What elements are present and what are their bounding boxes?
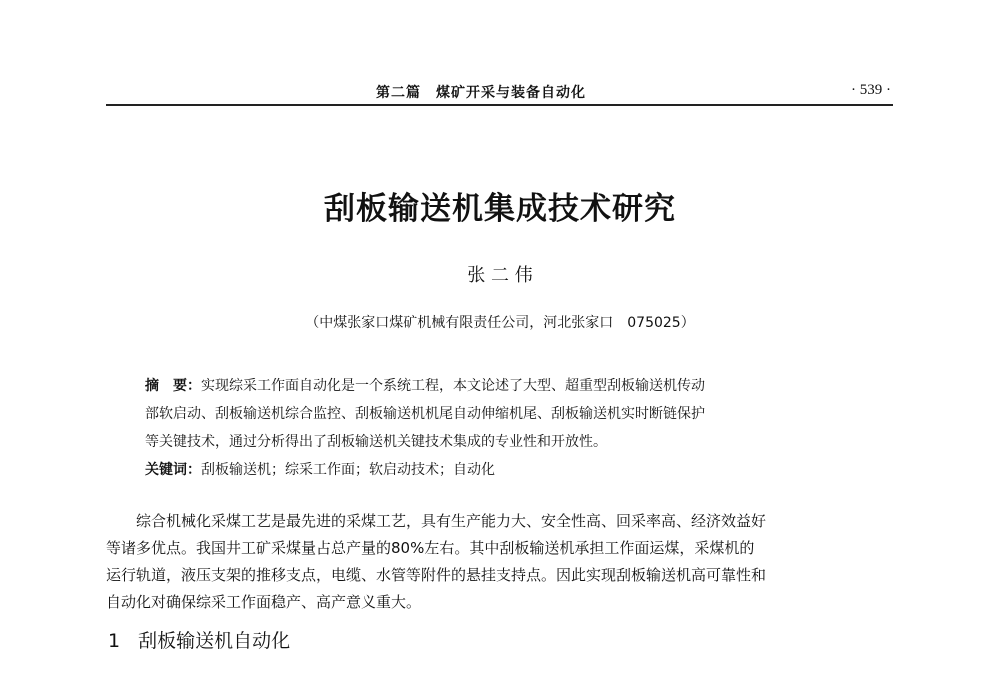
keywords-line (145, 456, 860, 484)
body-line: 综合机械化采煤工艺是最先进的采煤工艺，具有生产能力大、安全性高、回采率高、经济效益好 (106, 512, 767, 530)
abstract-block (145, 372, 860, 484)
body-paragraph (106, 508, 896, 616)
author-affiliation: （中煤张家口煤矿机械有限责任公司，河北张家口 075025） (305, 315, 695, 331)
author-name: 张 二 伟 (467, 265, 533, 286)
abstract-text: 实现综采工作面自动化是一个系统工程，本文论述了大型、超重型刮板输送机传动 (201, 378, 705, 394)
paper-title: 刮板输送机集成技术研究 (324, 191, 676, 227)
section-title: 刮板输送机自动化 (138, 630, 291, 652)
abstract-line: 等关键技术，通过分析得出了刮板输送机关键技术集成的专业性和开放性。 (145, 434, 607, 450)
body-line: 自动化对确保综采工作面稳产、高产意义重大。 (106, 593, 422, 611)
page-number: · 539 · (851, 82, 891, 98)
abstract-line: 部软启动、刮板输送机综合监控、刮板输送机机尾自动伸缩机尾、刮板输送机实时断链保护 (145, 406, 705, 422)
abstract-line (145, 372, 860, 400)
running-header (106, 82, 893, 106)
section-number: 1 (108, 630, 121, 652)
keywords-label: 关键词： (145, 462, 201, 478)
body-line: 运行轨道，液压支架的推移支点，电缆、水管等附件的悬挂支持点。因此实现刮板输送机高可靠性和 (106, 566, 767, 584)
abstract-label: 摘 要： (145, 378, 201, 394)
section-heading (108, 626, 290, 653)
header-section-title: 第二篇 煤矿开采与装备自动化 (376, 85, 586, 101)
body-line: 等诸多优点。我国井工矿采煤量占总产量的80%左右。其中刮板输送机承担工作面运煤，采煤机的 (106, 539, 755, 557)
keywords-text: 刮板输送机；综采工作面；软启动技术；自动化 (201, 462, 495, 478)
